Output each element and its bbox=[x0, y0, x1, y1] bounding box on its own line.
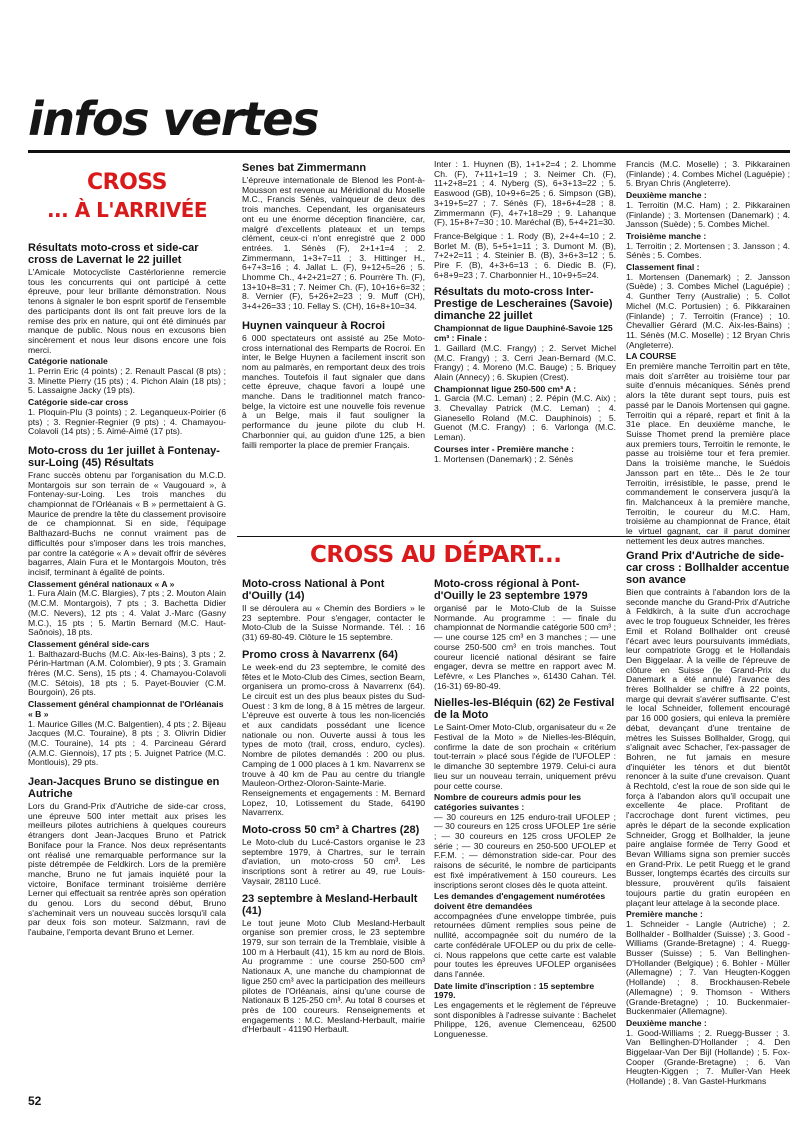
arrivee-line-2: ... À L'ARRIVÉE bbox=[46, 198, 208, 222]
column-4-bottom bbox=[626, 548, 790, 1088]
heading-pont-ouilly-national: Moto-cross National à Pont d'Ouilly (14) bbox=[242, 578, 385, 602]
column-1 bbox=[28, 170, 226, 1088]
text-deuxieme-manche: 1. Terroitin (M.C. Ham) ; 2. Pikkarainen (Finlande) ; 3. Mortensen (Danemark) ; 4. Jansson (Suède) ; 5. Combes Michel. bbox=[626, 199, 790, 230]
text-premiere-manche: 1. Schneider - Langle (Autriche) ; 2. Bollhalder - Bollhalder (Suisse) ; 3. Good - Williams (Grande-Bretagne) ; 4. Ruegg-Busser (Suisse) ; 5. Van Bellinghen-D'Hollander (Belgique) ; 6. Bohler - Müller (Allemagne) ; 7. Van Heugten-Koggen (Hollande) ; 8. Brockhausen-Rebele (Allemagne) ; 9. Thomson - Withers (Grande-Bretagne) ; 10. Buckenmaier-Buckenmaier (Allemagne). bbox=[626, 918, 790, 1017]
text-date-limite: Les engagements et le règlement de l'épreuve sont disponibles à l'adresse suivante : Bachelet Philippe, 126, avenue Clemenceau, 62500 Longuenesse. bbox=[434, 1000, 616, 1040]
column-2-top bbox=[242, 160, 425, 532]
sub-classement-final: Classement final : bbox=[626, 262, 700, 273]
text-lavernat: L'Amicale Motocycliste Castérlorienne remercie tous les concurrents qui ont participé à cette épreuve, pour leur brillante démonstration. Nous tenons à signaler le bon esprit sportif de l'ensemble des participants dont ils ont fait preuve lors de la remise des prix en nature, qui ont été diminués par manque de public. Nous nous en excusons bien sincèrement et nous leur disons encore une fois merci. bbox=[28, 267, 226, 355]
depart-rule bbox=[237, 536, 790, 537]
sub-premiere-manche: Première manche : bbox=[626, 909, 703, 920]
page-number: 52 bbox=[28, 1094, 42, 1108]
text-side-cars: 1. Balthazard-Buchs (M.C. Aix-les-Bains), 3 pts ; 2. Périn-Hartman (A.M. Colombier), 9 pts ; 3. Gramain frères (M.C. Sens), 15 pts ; 4. Chamayou-Colavoli (M.C. Sétois), 18 pts ; 5. Payet-Bouvier (C.M. Bourgoin), 26 pts. bbox=[28, 648, 226, 698]
text-navarrenx: Le week-end du 23 septembre, le comité des fêtes et le Moto-Club des Cimes, section Bearn, organisera un promo-cross à Navarrenx (64). Le circuit est un des plus beaux pistes du Sud-Ouest : 3 km de long, 8 à 15 mètres de largeur. L'épreuve est ouverte à tous les non-licenciés et aux candidats possédant une licence nationale ou non. Ouverte aussi à tous les types de moto (trail, cross, enduro, cycles). Nombre de pilotes demandés : 200 ou plus. Camping de 1 000 places à 1 km. Navarrenx se trouve à 40 km de Pau au centre du triangle Mauleon-Orthez-Oloron-Sainte-Marie. Renseignements et engagements : M. Bernard Lopez, 10, Lotissement du Stade, 64190 Navarrenx. bbox=[242, 661, 425, 818]
depart-column-1 bbox=[242, 576, 425, 1088]
text-classement-final: 1. Mortensen (Danemark) ; 2. Jansson (Suède) ; 3. Combes Michel (Laguépie) ; 4. Gunther Terry (Australie) ; 5. Collot Michel (M.C. Portusien) ; 6. Pikkarainen (Finlande) ; 7. Terroitin (France) ; 10. Chevallier Gérard (M.C. Aix-les-Bains) ; 11. Sénès (M.C. Moselle) ; 12 Bryan Chris (Angleterre). bbox=[626, 271, 790, 350]
text-deuxieme-manche-autriche: 1. Good-Williams ; 2. Ruegg-Busser ; 3. Van Bellinghen-D'Hollander ; 4. Den Biggelaar-Van Der Bijl (Hollande) ; 5. Fox-Cooper (Grande-Bretagne) ; 6. Van Heugten-Kiggen ; 7. Muller-Van Heek (Hollande) ; 8. Van Gastel-Hurkmans bbox=[626, 1027, 790, 1087]
heading-pont-ouilly-regional: Moto-cross régional à Pont-d'Ouilly le 23 septembre 1979 bbox=[434, 578, 588, 602]
sub-date-limite: Date limite d'inscription : 15 septembre 1979. bbox=[434, 980, 595, 1001]
heading-autriche: Grand Prix d'Autriche de side-car cross : Bollhalder accentue son avance bbox=[626, 550, 790, 586]
text-ligue-125: 1. Gaillard (M.C. Frangy) ; 2. Servet Michel (M.C. Frangy) ; 3. Cerri Jean-Bernard (M.C. Frangy) ; 4. Moreno (M.C. Bauge) ; 5. Briquey Alain (Annecy) ; 6. Skupien (Crest). bbox=[434, 342, 616, 382]
text-rocroi: 6 000 spectateurs ont assisté au 25e Moto-cross international des Remparts de Rocroi. En inter, le Belge Huynen a facilement inscrit son nom au palmarès, en remportant deux des trois manches. Toutefois il faut signaler que dans cette épreuve, chaque favori a loupé une manche. Dans le traditionnel match franco-belge, la victoire est une nouvelle fois revenue à un Belge, mais il faut souligner la performance du jeune pilote du club H. Charbonnier qui, au guidon d'une 125, a bien failli remporter la place de premier Français. bbox=[242, 332, 425, 450]
sub-courses-inter: Courses inter - Première manche : bbox=[434, 443, 574, 454]
column-3-top bbox=[434, 160, 616, 532]
depart-heading: CROSS AU DÉPART... bbox=[310, 542, 562, 568]
heading-rocroi: Huynen vainqueur à Rocroi bbox=[242, 319, 386, 332]
text-inter: Inter : 1. Huynen (B), 1+1+2=4 ; 2. Lhomme Ch. (F), 7+11+1=19 ; 3. Neimer Ch. (F), 11+2+8=21 ; 4. Nyberg (S), 6+3+13=22 ; 5. Easwood (GB), 10+9+6=25 ; 6. Simpson (GB), 3+19+5=27 ; 7. Sénès (F), 18+6+4=28 ; 8. Zimmermann (F), 4+7+18=29 ; 9. Lahanque (F), 15+8+7=30 ; 10. Maréchal (B), 5+4+21=30. bbox=[434, 159, 616, 228]
heading-nielles: Nielles-les-Bléquin (62) 2e Festival de la Moto bbox=[434, 697, 615, 722]
text-troisieme-manche: 1. Terroitin ; 2. Mortensen ; 3. Jansson ; 4. Sénès ; 5. Combes. bbox=[626, 240, 790, 261]
column-4-top bbox=[626, 159, 790, 546]
heading-lavernat: Résultats moto-cross et side-car cross de Lavernat le 22 juillet bbox=[28, 242, 199, 266]
text-pont-ouilly-national: Il se déroulera au « Chemin des Bordiers » le 23 septembre. Pour s'engager, contacter le Moto-Club de la Suisse Normande. Tél. : 16 (31) 69-80-49. Clôture le 15 septembre. bbox=[242, 603, 425, 643]
heading-lescheraines: Résultats du moto-cross Inter-Prestige de Lescheraines (Savoie) dimanche 22 juillet bbox=[434, 286, 613, 323]
arrivee-heading bbox=[28, 170, 226, 240]
arrivee-line-1: CROSS bbox=[87, 170, 167, 195]
sub-ligue-125: Championnat de ligue Dauphiné-Savoie 125 cm³ : Finale : bbox=[434, 323, 613, 344]
heading-fontenay: Moto-cross du 1er juillet à Fontenay-sur-Loing (45) Résultats bbox=[28, 444, 220, 469]
text-nationaux-a: 1. Fura Alain (M.C. Blargies), 7 pts ; 2. Mouton Alain (M.C.M. Montargois), 7 pts ; 3. Bachetta Didier (M.C. Nevers), 12 pts ; 4. Valat J.-Marc (Gasny M.C.), 15 pts ; 5. Martin Bernard (M.C. Haut-Saônois), 18 pts. bbox=[28, 588, 226, 638]
text-fontenay: Franc succès obtenu par l'organisation du M.C.D. Montargois sur son terrain de « Vaugouard », à Fontenay-sur-Loing. Les trois manches du championnat de l'Orléanais « B » permettaient à G. Maurice de prendre la tête du classement provisoire de ce championnat. Si en side, l'équipage Balthazard-Buchs ne connut vraiment pas de difficultés pour s'imposer dans les trois manches, par contre la catégorie « A » devait offrir de sévères bagarres, Alain Fura et le Montargois Mouton, très incisif, terminant à égalité de points. bbox=[28, 469, 226, 577]
heading-bruno: Jean-Jacques Bruno se distingue en Autriche bbox=[28, 776, 220, 801]
text-demandes: accompagnées d'une enveloppe timbrée, puis retournées dûment remplies sous peine de nullité, accompagnée soit du numéro de la carte confédérale UFOLEP ou du prix de celle-ci. Nous rappelons que cette carte est valable pour toutes les épreuves UFOLEP organisées dans l'année. bbox=[434, 910, 616, 979]
sub-orleanais: Classement général championnat de l'Orléanais « B » bbox=[28, 699, 224, 719]
text-autriche: Bien que contraints à l'abandon lors de la seconde manche du Grand-Prix d'Autriche à Feldkirch, à la suite d'un accrochage avec le trop fougueux Schneider, les frères Emil et Roland Bollhalder ont creusé l'écart avec leurs poursuivants immédiats, leur compatriote Grogg et le Hollandais Den Biggelaar. À la veille de l'épreuve de clôture en Suisse (le Grand-Prix du Danemark a été annulé) l'avance des frères Bollhalder se chiffre à 22 points, marge qui devrait s'avérer suffisante. C'est le local Schneider, follement encouragé par 16 000 gosiers, qui enleva la première débat, devançant d'une trentaine de mètres les Suisses Bollhalder, Grogg, qui s'alignait avec Schacher, l'ex-passager de Bohren, ne fut jamais en mesure d'inquiéter les ténors et dut bientôt renoncer à la suite d'une crevaison. Quant à Rechtold, c'est la roue de son side qui le força à l'abandon alors qu'il occupait une excellente 4e place. Profitant de l'accrochage dont furent victimes, peu après le départ de la seconde explication Schneider, Grogg et Bollhalder, la jeune paire anglaise formée de Terry Good et Bevan Williams signa son premier succès en Grand-Prix. Le petit Ruegg et le grand Busser, longtemps écartés des circuits sur blessure, prouvèrent qu'ils faisaient toujours partie du gratin européen en plaçant leur attelage à la seconde place. bbox=[626, 587, 790, 908]
heading-navarrenx: Promo cross à Navarrenx (64) bbox=[242, 648, 398, 661]
title-rule bbox=[28, 150, 790, 153]
text-bruno: Lors du Grand-Prix d'Autriche de side-car cross, une épreuve 500 inter mettait aux prises les meilleurs pilotes autrichiens à quelques coureurs étrangers dont Jean-Jacques Bruno et Patrick Boniface pour la France. Nos deux représentants ont réalisé une remarquable performance sur la piste détrempée de Feldkirch. Lors de la première manche, Bruno ne fut jamais inquiété pour la victoire, Boniface terminant troisième derrière Lerner qui effectuait sa rentrée après son opération du genou. Lors du second début, Bruno s'acheminait vers un nouveau succès lorsqu'il cala par deux fois son moteur. Salzmann, ravi de l'aubaine, l'emporta devant Bruno et Lerner. bbox=[28, 801, 226, 938]
sub-troisieme-manche: Troisième manche : bbox=[626, 230, 707, 241]
sub-demandes: Les demandes d'engagement numérotées doivent être demandées bbox=[434, 891, 606, 911]
sub-la-course: LA COURSE bbox=[626, 351, 677, 362]
text-cat-nationale: 1. Perrin Eric (4 points) ; 2. Renault Pascal (8 pts) ; 3. Minette Pierry (15 pts) ; 4. Pichon Alain (18 pts) ; 5. Lassaigne Jacky (19 pts). bbox=[28, 366, 226, 396]
text-chartres: Le Moto-club du Lucé-Castors organise le 23 septembre 1979, à Chartres, sur le terrain d'aviation, un moto-cross 50 cm³. Les inscriptions sont à retirer au 49, rue Louis-Vaysair, 28110 Lucé. bbox=[242, 837, 425, 886]
text-nombre-coureurs: — 30 coureurs en 125 enduro-trail UFOLEP ; — 30 coureurs en 125 cross UFOLEP 1re série ; — 30 coureurs en 125 cross UFOLEP 2e série ; — 30 coureurs en 250-500 UFOLEP et F.F.M. ; — démonstration side-car. Pour des raisons de sécurité, le nombre de participants est fixé impérativement à 150 coureurs. Les inscriptions seront closes dès le quota atteint. bbox=[434, 811, 616, 890]
sub-nationaux-a: Classement général nationaux « A » bbox=[28, 578, 175, 589]
sub-cat-nationale: Catégorie nationale bbox=[28, 356, 108, 367]
text-la-course: En première manche Terroitin part en tête, mais doit s'arrêter au troisième tour par suite d'ennuis mécaniques. Sénès prend alors la tête durant sept tours, puis est passé par le Danois Mortensen qui gagne. Terroitin qui a réparé, repart et finit à la 31e place. En deuxième manche, le Suisse Thomet prend la première place aux premiers tours, Terroitin le remonte, le passe au troisième tour et fera premier. Dans la troisième manche, le Suédois Jansson part en tête... Dès le 2e tour Terroitin, irrésistible, le passe, prend le commandement le conservera jusqu'à la fin. Malchanceux à la première manche, Terroitin, le coureur du M.C. Ham, troisième au championnat de France, était le virtuel gagnant, car il parut dominer nettement les deux autres manches. bbox=[626, 361, 790, 546]
depart-column-2 bbox=[434, 576, 616, 1088]
text-premiere-suite: Francis (M.C. Moselle) ; 3. Pikkarainen (Finlande) ; 4. Combes Michel (Laguépie) ; 5. Bryan Chris (Angleterre). bbox=[626, 159, 790, 189]
sub-nombre-coureurs: Nombre de coureurs admis pour les catégories suivantes : bbox=[434, 792, 582, 812]
heading-mesland: 23 septembre à Mesland-Herbault (41) bbox=[242, 892, 418, 917]
section-title: infos vertes bbox=[28, 92, 318, 146]
text-france-belgique: France-Belgique : 1. Rody (B), 2+4+4=10 ; 2. Borlet M. (B), 5+5+1=11 ; 3. Dumont M. (B), 7+2+2=11 ; 4. Steinier B. (B), 3+6+3=12 ; 5. Pire F. (B), 4+3+6=13 ; 6. Diedic B. (F), 6+8+9=23 ; 7. Charbonnier H., 10+9+5=24. bbox=[434, 230, 616, 280]
text-mesland: Le tout jeune Moto Club Mesland-Herbault organise son premier cross, le 23 septembre 1979, sur son terrain de la Tremblaie, visible à 100 m à Herbault (41), 15 km au nord de Blois. Au programme : une course 250-500 cm³ Nationaux A, une manche du championnat de ligue 250 cm³ avec la participation des meilleurs pilotes de l'Orléanais, ainsi qu'une course de Nationaux B 125-250 cm³. Au total 8 courses et près de 100 coureurs. Renseignements et engagements : M.C. Mesland-Herbault, mairie d'Herbault - 41190 Herbault. bbox=[242, 917, 425, 1035]
heading-chartres: Moto-cross 50 cm³ à Chartres (28) bbox=[242, 824, 420, 837]
sub-ligue-250: Championnat ligue 250-500 cm³ A : bbox=[434, 383, 577, 394]
sub-deuxieme-manche-autriche: Deuxième manche : bbox=[626, 1017, 707, 1028]
text-ligue-250: 1. Garcia (M.C. Leman) ; 2. Pépin (M.C. Aix) ; 3. Chevallay Patrick (M.C. Leman) ; 4. Gianesello Roland (M.C. Dauphinois) ; 5. Guenot (M.C. Frangy) ; 6. Varlonga (M.C. Leman). bbox=[434, 393, 616, 443]
sub-side-cars: Classement général side-cars bbox=[28, 638, 150, 649]
heading-senes: Senes bat Zimmermann bbox=[242, 162, 367, 174]
text-courses-inter: 1. Mortensen (Danemark) ; 2. Sénès bbox=[434, 453, 573, 464]
text-cat-sidecar: 1. Ploquin-Plu (3 points) ; 2. Leganqueux-Poirier (6 pts) ; 3. Regnier-Regnier (9 pts) ; 4. Chamayou-Colavoli (14 pts) ; 5. Aimé-Aimé (17 pts). bbox=[28, 406, 226, 437]
text-orleanais: 1. Maurice Gilles (M.C. Balgentien), 4 pts ; 2. Bijeau Jacques (M.C. Touraine), 8 pts ; 3. Olivrin Didier (M.C. Touraine), 14 pts ; 4. Parcineau Gérard (A.M.C. Giennois), 17 pts ; 5. Juignet Patrice (M.C. Montlouis), 29 pts. bbox=[28, 718, 226, 768]
text-senes: L'épreuve internationale de Blenod les Pont-à-Mousson est revenue au Méridional du Moselle M.C., Francis Sénès, vainqueur de deux des trois manches. Cependant, les organisateurs ont eu une énorme déception financière, car, malgré d'excellents plateaux et un temps clément, ceux-ci n'ont enregistré que 2 000 entrées. 1. Sénès (F), 2+1+1=4 ; 2. Zimmermann, 1+3+7=11 ; 3. Hittinger H., 6+7+3=16 ; 4. Jallat L. (F), 9+12+5=26 ; 5. Lhomme Ch., 4+2+21=27 ; 6. Pourrère Th. (F), 13+10+8=31 ; 7. Neimer Ch. (F), 10+16+6=32 ; 8. Vernier (F), 5+26+2=23 ; 9. Muff (CH), 3+4+26=33 ; 10. Fellay S. (CH), 16+8+10=34. bbox=[242, 175, 425, 312]
sub-deuxieme-manche: Deuxième manche : bbox=[626, 190, 707, 201]
text-nielles: Le Saint-Omer Moto-Club, organisateur du « 2e Festival de la Moto » de Nielles-les-Bléquin, confirme la date de son prochain « critérium tout-terrain » placé sous l'égide de l'UFOLEP : le dimanche 30 septembre 1979. Celui-ci aura lieu sur un nouveau terrain, uniquement prévu pour cette course. bbox=[434, 722, 616, 791]
sub-cat-sidecar: Catégorie side-car cross bbox=[28, 397, 129, 408]
text-pont-ouilly-regional: organisé par le Moto-Club de la Suisse Normande. Au programme : — finale du championnat de Normandie catégorie 500 cm³ ; — une course 125 cm³ en 3 manches ; — une course 250-500 cm³ en trois manches. Tout coureur licencié national désirant se faire engager, devra se mettre en rapport avec M. Lefèvre, « Les Planches », 61430 Cahan. Tél. (16-31) 69-80-49. bbox=[434, 603, 616, 691]
